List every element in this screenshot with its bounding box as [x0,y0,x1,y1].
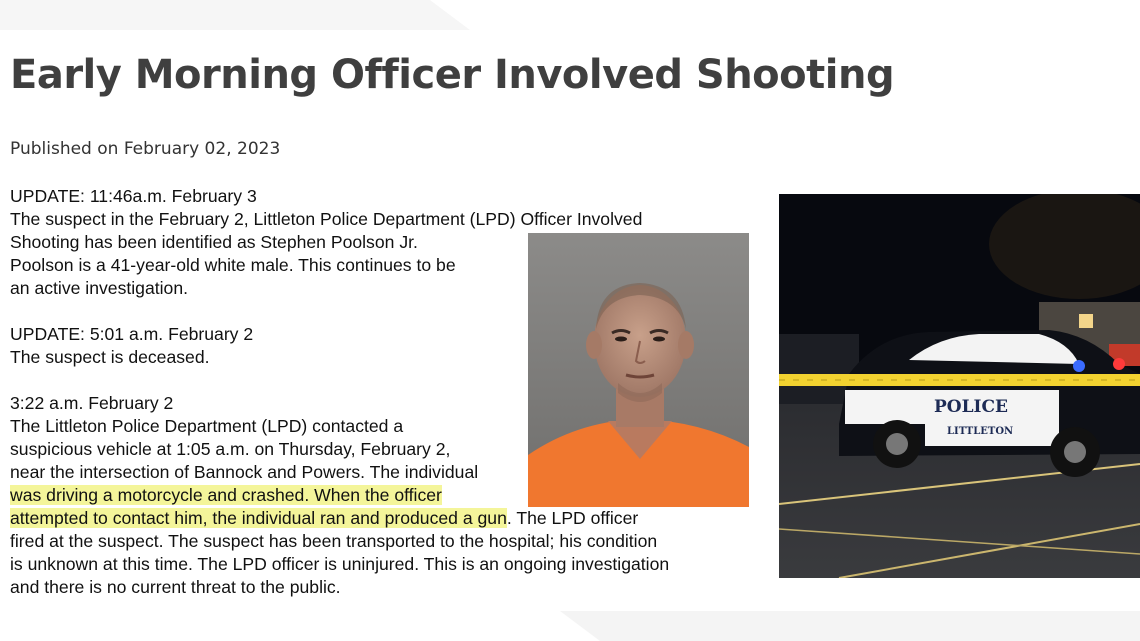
text-line: The suspect in the February 2, Littleton Police Department (LPD) Officer Involved [10,209,643,229]
suspect-mugshot-image [528,233,749,507]
published-date: Published on February 02, 2023 [10,139,281,159]
text-line: The suspect is deceased. [10,347,210,367]
text-line: 3:22 a.m. February 2 [10,393,174,413]
text-line: UPDATE: 11:46a.m. February 3 [10,186,257,206]
text-line: Shooting has been identified as Stephen Poolson Jr. [10,232,418,252]
highlighted-text: attempted to contact him, the individual ran and produced a gun [10,508,507,528]
text-line: UPDATE: 5:01 a.m. February 2 [10,324,254,344]
text-after-highlight: . The LPD officer [506,508,639,528]
text-line: an active investigation. [10,278,188,298]
text-line: and there is no current threat to the public. [10,577,341,597]
text-line: fired at the suspect. The suspect has been transported to the hospital; his condition [10,531,658,551]
text-line: near the intersection of Bannock and Powers. The individual [10,462,479,482]
text-line: Poolson is a 41-year-old white male. This continues to be [10,255,456,275]
article-title: Early Morning Officer Involved Shooting [10,52,895,98]
police-door-text: POLICE [934,397,1008,417]
highlighted-text: was driving a motorcycle and crashed. When the officer [10,485,442,505]
text-line: is unknown at this time. The LPD officer is uninjured. This is an ongoing investigation [10,554,670,574]
highlighted-line [10,507,770,530]
city-door-text: LITTLETON [947,426,1014,437]
police-car-scene-image [779,194,1140,578]
text-line: suspicious vehicle at 1:05 a.m. on Thursday, February 2, [10,439,451,459]
text-line: The Littleton Police Department (LPD) contacted a [10,416,404,436]
